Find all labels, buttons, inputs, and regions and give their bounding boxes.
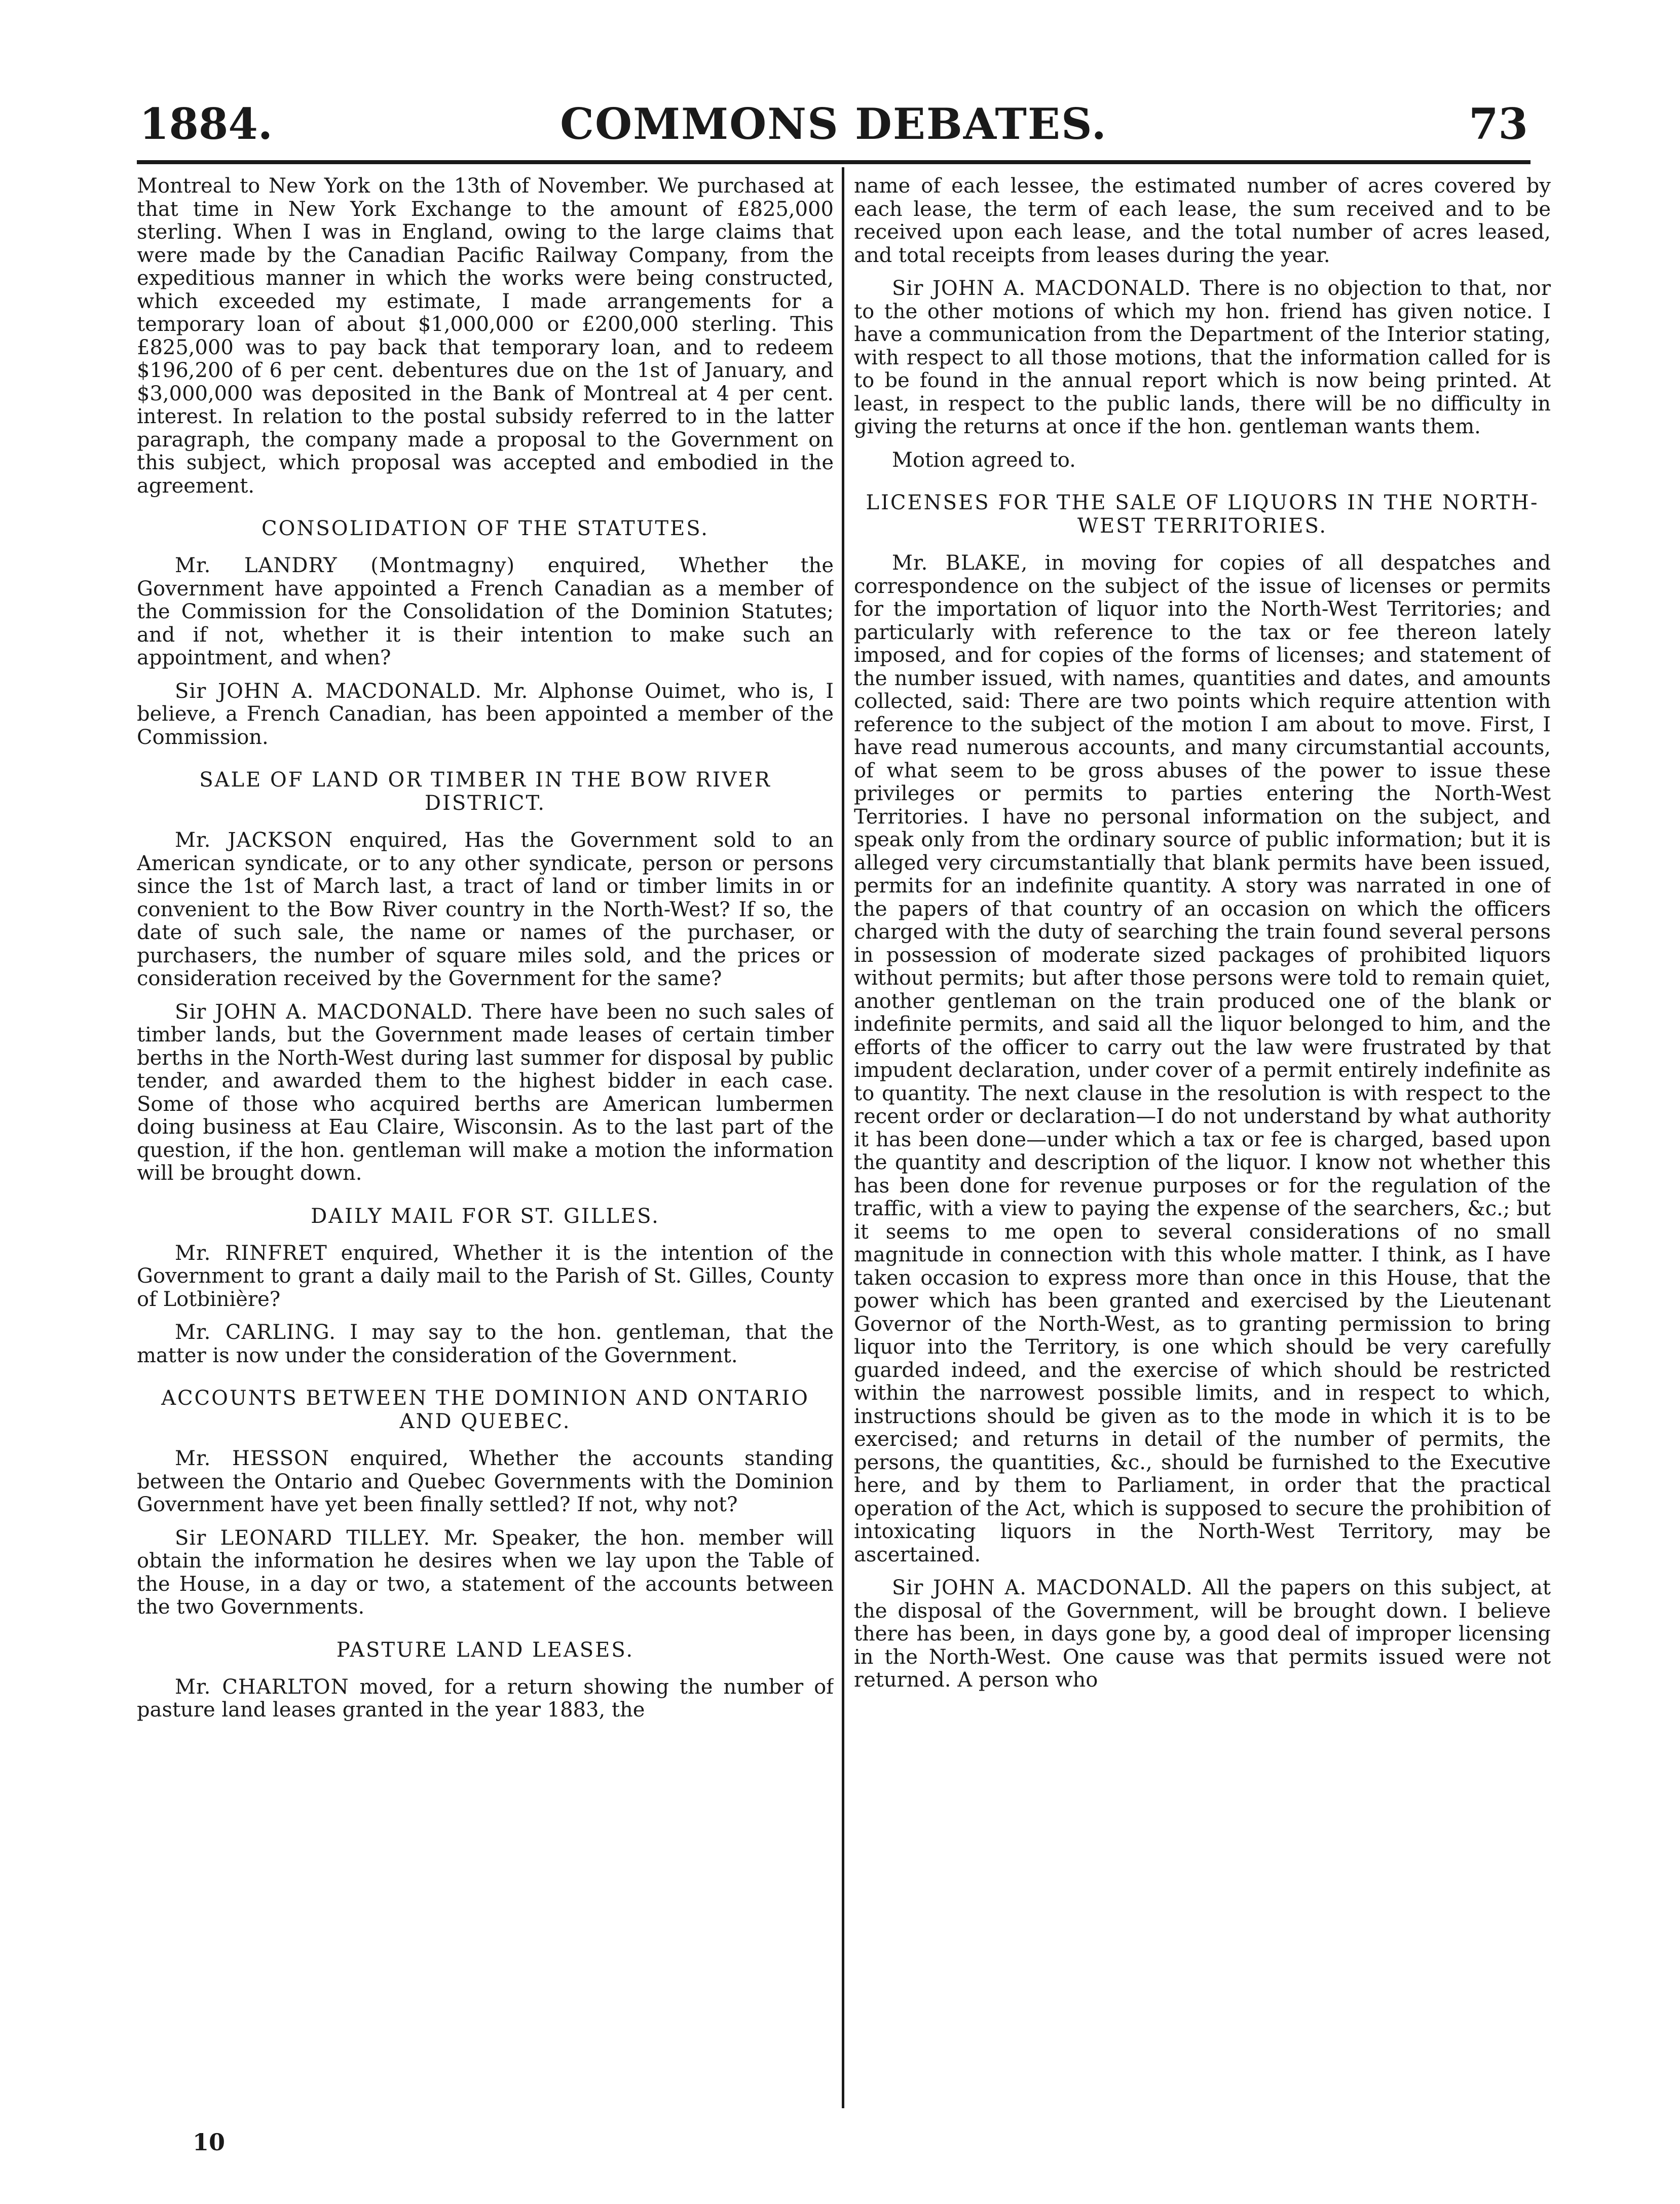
paragraph-charlton — [137, 1676, 834, 1722]
speaker-name: Mr. BLAKE, — [892, 551, 1028, 575]
paragraph-rinfret — [137, 1242, 834, 1312]
paragraph-macdonald — [137, 1001, 834, 1185]
paragraph-tilley — [137, 1527, 834, 1619]
speech-text: in moving for copies of all despatches and correspondence on the subject of the issue of licenses or permits for the importation of liquor into the North-West Territories; and particularly with reference to the tax or fee thereon lately imposed, and for copies of the forms of licenses; and statement of the number issued, with names, quantities and dates, and amounts collected, said: There are two points which require attention with reference to the subject of the motion I am about to move. First, I have read numerous accounts, and many circumstantial accounts, of what seem to be gross abuses of the power to issue these privileges or permits to parties entering the North-West Territories. I have no personal information on the subject, and speak only from the ordinary source of public information; but it is alleged very circumstantially that blank permits have been issued, permits for an indefinite quantity. A story was narrated in one of the papers of that country of an occasion on which the officers charged with the duty of searching the train found several persons in possession of moderate sized packages of prohibited liquors without permits; but after those persons were told to remain quiet, another gentleman on the train produced one of the blank or indefinite permits, and said all the liquor belonged to him, and the efforts of the officer to carry out the law were frustrated by that impudent declaration, under cover of a permit entirely indefinite as to quantity. The next clause in the resolution is with respect to the recent order or declaration—I do not understand by what authority it has been done—under which a tax or fee is charged, based upon the quantity and description of the liquor. I know not whether this has been done for revenue purposes or for the regulation of the traffic, with a view to paying the expense of the searchers, &c.; but it seems to me open to several considerations of no small magnitude in connection with this whole matter. I think, as I have taken occasion to express more than once in this House, that the power which has been granted and exercised by the Lieutenant Governor of the North-West, as to granting permission to bring liquor into the Territory, is one which should be very carefully guarded indeed, and the exercise of which should be restricted within the narrowest possible limits, and in respect to which, instructions should be given as to the mode in which it is to be exercised; and returns in detail of the number of permits, the persons, the quantities, &c., should be furnished to the Executive here, and by them to Parliament, in order that the practical operation of the Act, which is supposed to secure the prohibition of intoxicating liquors in the North-West Territory, may be ascertained. — [854, 551, 1551, 1566]
speaker-name: Mr. RINFRET — [175, 1241, 327, 1265]
section-heading-accounts: ACCOUNTS BETWEEN THE DOMINION AND ONTARIO AND QUEBEC. — [161, 1387, 809, 1433]
speech-text: All the papers on this subject, at the disposal of the Government, will be brought down. I believe there has been, in days gone by, a good deal of improper licensing in the North-West. One cause was that permits issued were not returned. A person who — [854, 1576, 1551, 1692]
speaker-name: Sir JOHN A. MACDONALD. — [175, 679, 482, 703]
paragraph-blake — [854, 552, 1551, 1566]
speech-text: Mr. Speaker, the hon. member will obtain the information he desires when we lay upon the Table of the House, in a day or two, a statement of the accounts between the two Governments. — [137, 1526, 834, 1619]
speech-text: enquired, Has the Government sold to an American syndicate, or to any other syndicate, person or persons since the 1st of March last, a tract of land or timber limits in or convenient to the Bow River country in the North-West? If so, the date of such sale, the name or names of the purchaser, or purchasers, the number of square miles sold, and the prices or consideration received by the Government for the same? — [137, 829, 834, 990]
paragraph-landry — [137, 554, 834, 670]
speaker-name: Mr. LANDRY (Montmagny) — [175, 554, 515, 577]
paragraph-macdonald — [854, 277, 1551, 439]
paragraph-jackson — [137, 829, 834, 991]
right-column — [854, 175, 1551, 2090]
header-rule — [137, 160, 1530, 164]
page-header — [139, 99, 1528, 160]
section-heading-daily-mail: DAILY MAIL FOR ST. GILLES. — [311, 1204, 660, 1228]
speech-text: I may say to the hon. gentleman, that the matter is now under the consideration of the Government. — [137, 1321, 834, 1367]
speech-text: enquired, Whether it is the intention of the Government to grant a daily mail to the Parish of St. Gilles, County of Lotbinière? — [137, 1241, 834, 1311]
section-heading-pasture: PASTURE LAND LEASES. — [336, 1638, 634, 1662]
speaker-name: Sir JOHN A. MACDONALD. — [892, 1576, 1193, 1599]
speaker-name: Sir JOHN A. MACDONALD. — [892, 277, 1191, 300]
paragraph: name of each lessee, the estimated number of acres covered by each lease, the term of each lease, the sum received and to be received upon each lease, and the total number of acres leased, and total receipts from leases during the year. — [854, 175, 1551, 267]
speech-text: enquired, Whether the Government have appointed a French Canadian as a member of the Commission for the Consolidation of the Dominion Statutes; and if not, whether it is their intention to make such an appointment, and when? — [137, 554, 834, 669]
header-page-number: 73 — [1469, 99, 1528, 149]
motion-result: Motion agreed to. — [892, 448, 1076, 472]
paragraph-carling — [137, 1321, 834, 1367]
paragraph-macdonald — [854, 1577, 1551, 1692]
speaker-name: Sir LEONARD TILLEY. — [175, 1526, 431, 1550]
section-heading-consolidation: CONSOLIDATION OF THE STATUTES. — [261, 517, 709, 540]
paragraph-hesson — [137, 1447, 834, 1517]
speech-text: There is no objection to that, nor to the other motions of which my hon. friend has given notice. I have a communication from the Department of the Interior stating, with respect to all those motions, that the information called for is to be found in the annual report which is now being printed. At least, in respect to the public lands, there will be no difficulty in giving the returns at once if the hon. gentleman wants them. — [854, 277, 1551, 438]
speaker-name: Mr. CHARLTON — [175, 1675, 349, 1699]
speech-text: There have been no such sales of timber lands, but the Government made leases of certain timber berths in the North-West during last summer for disposal by public tender, and awarded them to the highest bidder in each case. Some of those who acquired berths are American lumbermen doing business at Eau Claire, Wisconsin. As to the last part of the question, if the hon. gentleman will make a motion the information will be brought down. — [137, 1000, 834, 1185]
section-heading-bow-river: SALE OF LAND OR TIMBER IN THE BOW RIVER DISTRICT. — [199, 768, 771, 815]
header-title: COMMONS DEBATES. — [560, 99, 1107, 149]
speaker-name: Mr. CARLING. — [175, 1321, 336, 1344]
speaker-name: Mr. JACKSON — [175, 829, 333, 852]
header-year: 1884. — [139, 99, 273, 149]
paragraph-macdonald — [137, 680, 834, 750]
column-divider — [842, 167, 844, 2108]
speech-text: Mr. Alphonse Ouimet, who is, I believe, a French Canadian, has been appointed a member of the Commission. — [137, 679, 834, 749]
signature-mark: 10 — [193, 2128, 226, 2156]
section-heading-licenses: LICENSES FOR THE SALE OF LIQUORS IN THE NORTH-WEST TERRITORIES. — [866, 491, 1539, 538]
paragraph: Montreal to New York on the 13th of November. We purchased at that time in New York Exchange to the amount of £825,000 sterling. When I was in England, owing to the large claims that were made by the Canadian Pacific Railway Company, from the expeditious manner in which the works were being constructed, which exceeded my estimate, I made arrangements for a temporary loan of about $1,000,000 or £200,000 sterling. This £825,000 was to pay back that temporary loan, and to redeem $196,200 of 6 per cent. debentures due on the 1st of January, and $3,000,000 was deposited in the Bank of Montreal at 4 per cent. interest. In relation to the postal subsidy referred to in the latter paragraph, the company made a proposal to the Government on this subject, which proposal was accepted and embodied in the agreement. — [137, 175, 834, 498]
speech-text: moved, for a return showing the number of pasture land leases granted in the year 1883, the — [137, 1675, 834, 1722]
speech-text: enquired, Whether the accounts standing between the Ontario and Quebec Governments with the Dominion Government have yet been finally settled? If not, why not? — [137, 1447, 834, 1516]
left-column — [137, 175, 834, 2090]
speaker-name: Mr. HESSON — [175, 1447, 329, 1470]
speaker-name: Sir JOHN A. MACDONALD. — [175, 1000, 474, 1024]
